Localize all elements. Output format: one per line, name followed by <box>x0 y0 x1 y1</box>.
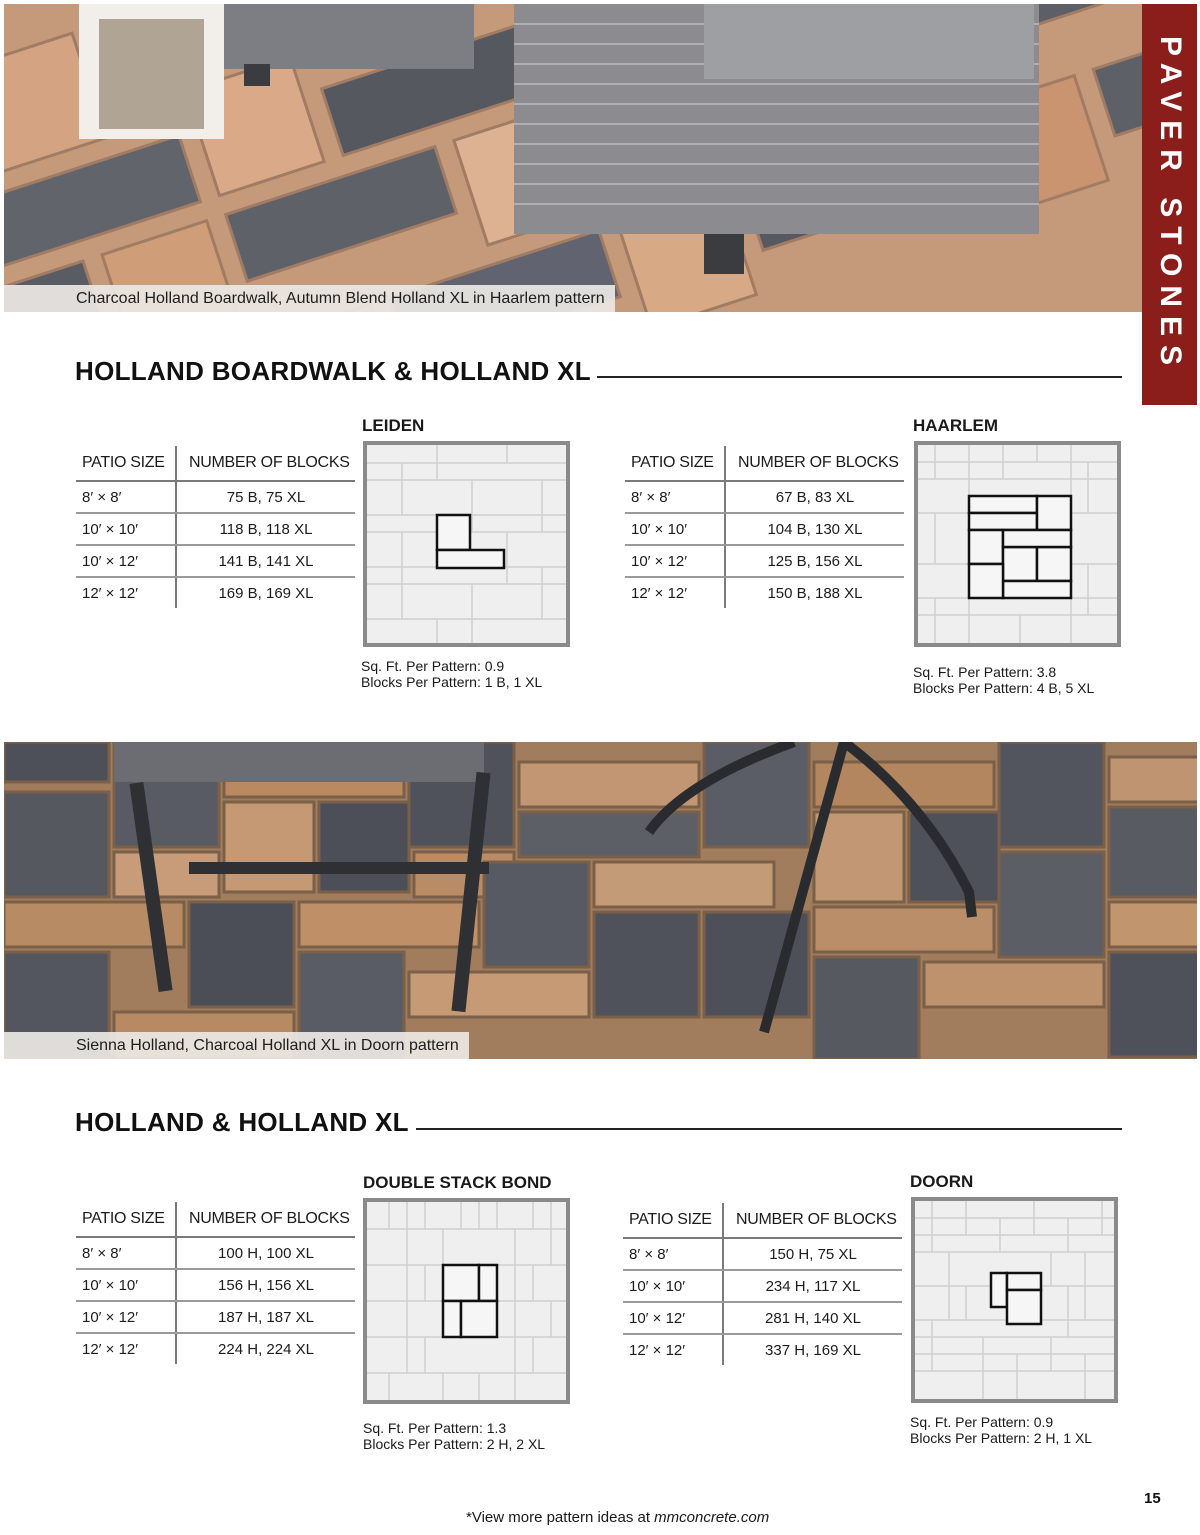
table-row <box>76 1333 355 1364</box>
header-number-of-blocks: NUMBER OF BLOCKS <box>176 446 355 481</box>
cell-blocks: 141 B, 141 XL <box>176 545 355 577</box>
cell-size: 10′ × 10′ <box>76 1269 176 1301</box>
cell-size: 12′ × 12′ <box>625 577 725 608</box>
pattern-info-doorn <box>910 1414 1092 1446</box>
photo-caption: Charcoal Holland Boardwalk, Autumn Blend Holland XL in Haarlem pattern <box>4 285 615 312</box>
photo-patio-top <box>4 4 1142 312</box>
blocks-per-pattern: Blocks Per Pattern: 2 H, 2 XL <box>363 1436 546 1452</box>
footer-note <box>466 1509 769 1526</box>
cell-size: 10′ × 12′ <box>76 1301 176 1333</box>
footer-note-text: *View more pattern ideas at <box>466 1509 655 1526</box>
cell-size: 8′ × 8′ <box>76 1237 176 1269</box>
header-patio-size: PATIO SIZE <box>625 446 725 481</box>
pattern-name-double-stack-bond: DOUBLE STACK BOND <box>363 1173 552 1192</box>
table-row <box>76 1269 355 1301</box>
header-number-of-blocks: NUMBER OF BLOCKS <box>723 1203 902 1238</box>
pattern-info-double-stack-bond <box>363 1420 545 1452</box>
table-row <box>76 1237 355 1269</box>
cell-blocks: 67 B, 83 XL <box>725 481 904 513</box>
pattern-diagram-doorn <box>911 1197 1118 1403</box>
pattern-name-doorn: DOORN <box>910 1172 974 1191</box>
cell-size: 10′ × 12′ <box>625 545 725 577</box>
cell-size: 10′ × 10′ <box>623 1270 723 1302</box>
cell-size: 12′ × 12′ <box>76 1333 176 1364</box>
header-patio-size: PATIO SIZE <box>623 1203 723 1238</box>
patio-table-doorn <box>623 1203 902 1365</box>
pattern-diagram-double-stack-bond <box>363 1198 570 1404</box>
header-patio-size: PATIO SIZE <box>76 1202 176 1237</box>
pattern-info-haarlem <box>913 664 1094 696</box>
pattern-diagram-haarlem <box>914 441 1121 647</box>
table-row <box>623 1238 902 1270</box>
table-row <box>623 1334 902 1365</box>
cell-blocks: 104 B, 130 XL <box>725 513 904 545</box>
paver-photo-illustration <box>4 742 1197 1059</box>
cell-blocks: 187 H, 187 XL <box>176 1301 355 1333</box>
cell-blocks: 150 B, 188 XL <box>767 584 863 602</box>
cell-size: 10′ × 12′ <box>623 1302 723 1334</box>
cell-blocks: 75 B, 75 XL <box>176 481 355 513</box>
website-link[interactable]: mmconcrete.com <box>654 1509 770 1526</box>
table-row <box>76 577 355 608</box>
cell-size: 10′ × 10′ <box>625 513 725 545</box>
table-row <box>76 513 355 545</box>
paver-photo-illustration <box>4 4 1142 312</box>
page-number: 15 <box>1144 1490 1161 1507</box>
sqft-per-pattern: Sq. Ft. Per Pattern: 0.9 <box>361 658 505 674</box>
blocks-per-pattern: Blocks Per Pattern: 1 B, 1 XL <box>361 674 543 690</box>
cell-size: 12′ × 12′ <box>76 577 176 608</box>
header-patio-size: PATIO SIZE <box>76 446 176 481</box>
section-title: HOLLAND & HOLLAND XL <box>75 1107 409 1137</box>
cell-size: 8′ × 8′ <box>76 481 176 513</box>
pattern-diagram-leiden <box>363 441 570 647</box>
blocks-per-pattern: Blocks Per Pattern: 4 B, 5 XL <box>913 680 1095 696</box>
table-row <box>625 545 904 577</box>
sqft-per-pattern: Sq. Ft. Per Pattern: 1.3 <box>363 1420 507 1436</box>
cell-blocks: 150 H, 75 XL <box>723 1238 902 1270</box>
title-rule <box>416 1128 1122 1130</box>
patio-table-haarlem <box>625 446 904 608</box>
cell-blocks: 234 H, 117 XL <box>723 1270 902 1302</box>
title-rule <box>597 376 1122 378</box>
cell-size: 12′ × 12′ <box>623 1334 723 1365</box>
cell-blocks: 224 H, 224 XL <box>218 1340 314 1358</box>
cell-size: 8′ × 8′ <box>625 481 725 513</box>
photo-caption: Sienna Holland, Charcoal Holland XL in Doorn pattern <box>4 1032 469 1059</box>
cell-size: 8′ × 8′ <box>623 1238 723 1270</box>
patio-table-leiden <box>76 446 355 608</box>
table-row <box>76 481 355 513</box>
section-title: HOLLAND BOARDWALK & HOLLAND XL <box>75 356 591 386</box>
table-row <box>623 1302 902 1334</box>
cell-blocks: 169 B, 169 XL <box>218 584 314 602</box>
cell-blocks: 125 B, 156 XL <box>725 545 904 577</box>
sqft-per-pattern: Sq. Ft. Per Pattern: 0.9 <box>910 1414 1054 1430</box>
sqft-per-pattern: Sq. Ft. Per Pattern: 3.8 <box>913 664 1057 680</box>
cell-size: 10′ × 12′ <box>76 545 176 577</box>
patio-table-double-stack-bond <box>76 1202 355 1364</box>
blocks-per-pattern: Blocks Per Pattern: 2 H, 1 XL <box>910 1430 1093 1446</box>
cell-blocks: 281 H, 140 XL <box>723 1302 902 1334</box>
cell-blocks: 118 B, 118 XL <box>176 513 355 545</box>
table-row <box>76 1301 355 1333</box>
side-tab-label: PAVER STONES <box>1153 35 1187 374</box>
pattern-name-leiden: LEIDEN <box>362 416 425 435</box>
photo-patio-middle <box>4 742 1197 1059</box>
pattern-info-leiden <box>361 658 542 690</box>
table-row <box>76 545 355 577</box>
table-row <box>623 1270 902 1302</box>
pattern-name-haarlem: HAARLEM <box>913 416 998 435</box>
header-number-of-blocks: NUMBER OF BLOCKS <box>725 446 904 481</box>
table-row <box>625 577 904 608</box>
cell-size: 10′ × 10′ <box>76 513 176 545</box>
header-number-of-blocks: NUMBER OF BLOCKS <box>176 1202 355 1237</box>
cell-blocks: 337 H, 169 XL <box>765 1341 861 1359</box>
side-tab <box>1142 4 1197 405</box>
table-row <box>625 481 904 513</box>
table-row <box>625 513 904 545</box>
cell-blocks: 156 H, 156 XL <box>176 1269 355 1301</box>
cell-blocks: 100 H, 100 XL <box>176 1237 355 1269</box>
